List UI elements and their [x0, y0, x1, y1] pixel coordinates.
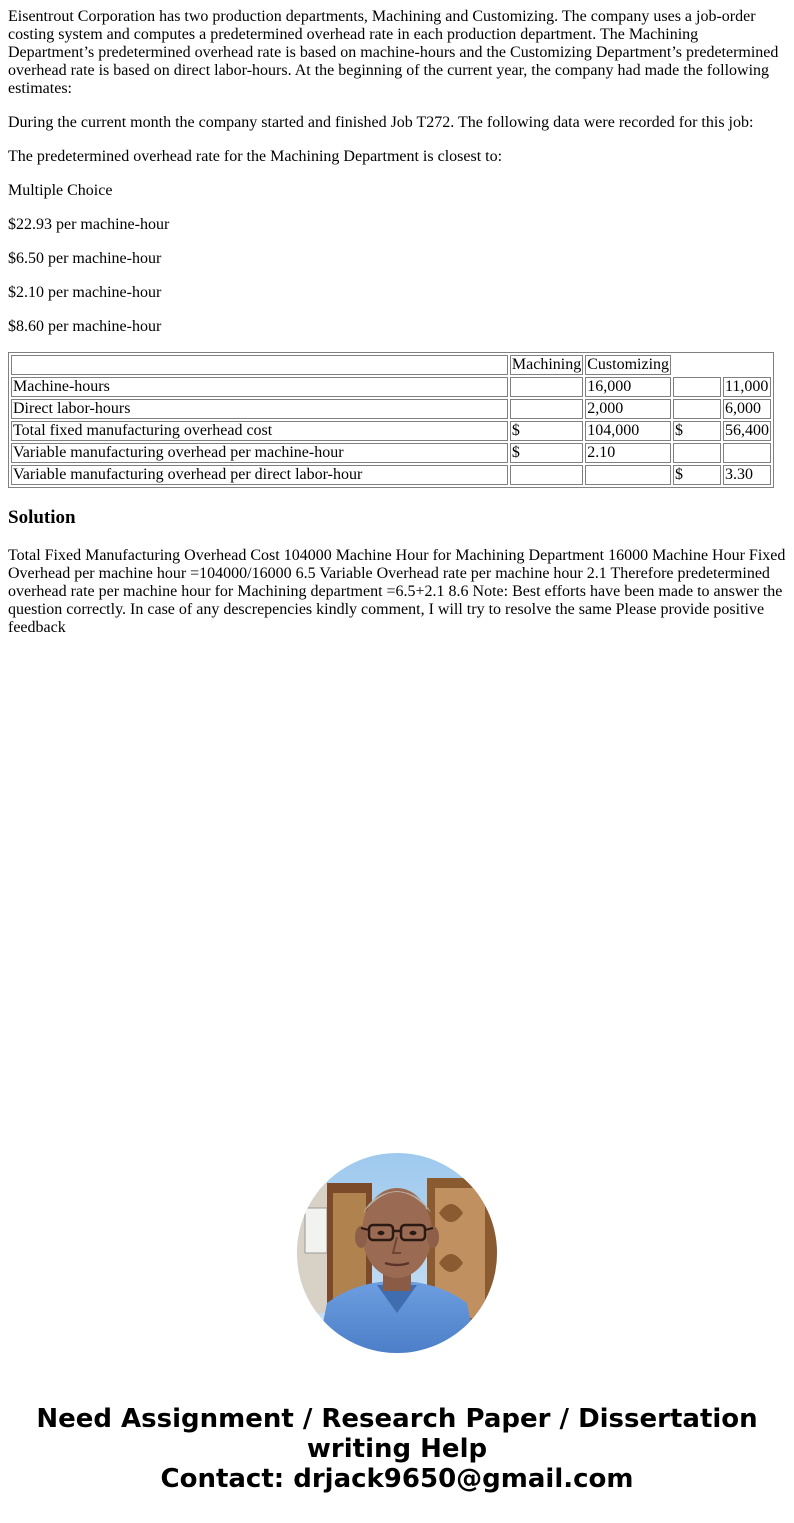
- table-header-spacer: [673, 355, 721, 375]
- table-cell: [510, 399, 583, 419]
- table-row: [11, 421, 771, 441]
- table-cell: [510, 377, 583, 397]
- table-cell: $: [673, 465, 721, 485]
- question-intro: Eisentrout Corporation has two production departments, Machining and Customizing. The company uses a job-order costing system and computes a predetermined overhead rate in each production department. The Machining Department’s predetermined overhead rate is based on machine-hours and the Customizing Department’s predetermined overhead rate is based on direct labor-hours. At the beginning of the current year, the company had made the following estimates:: [8, 8, 779, 97]
- table-cell: 56,400: [725, 422, 769, 439]
- table-cell: [673, 443, 721, 463]
- table-cell: [585, 465, 671, 485]
- table-header-spacer: [723, 355, 771, 375]
- table-cell: Total fixed manufacturing overhead cost: [11, 421, 508, 441]
- choice-option[interactable]: $2.10 per machine-hour: [8, 284, 162, 301]
- table-cell: [510, 465, 583, 485]
- choice-option[interactable]: $6.50 per machine-hour: [8, 250, 162, 267]
- table-header-cell: [11, 355, 508, 375]
- table-cell: $: [673, 421, 721, 441]
- table-cell: 11,000: [723, 377, 771, 397]
- promo-line: writing Help: [306, 1434, 488, 1464]
- table-row: [11, 443, 771, 463]
- solution-heading: Solution: [8, 507, 76, 528]
- table-row: [11, 377, 771, 397]
- table-cell: Machine-hours: [11, 377, 508, 397]
- job-text: During the current month the company started and finished Job T272. The following data were recorded for this job:: [8, 114, 754, 131]
- choice-option[interactable]: $22.93 per machine-hour: [8, 216, 170, 233]
- table-cell: 3.30: [723, 465, 771, 485]
- table-header-cell: Customizing: [587, 356, 670, 373]
- promo-line: Need Assignment / Research Paper / Dissertation: [36, 1404, 758, 1434]
- table-cell: [673, 377, 721, 397]
- solution-text: Total Fixed Manufacturing Overhead Cost 104000 Machine Hour for Machining Department 16000 Machine Hour Fixed Overhead per machine hour =104000/16000 6.5 Variable Overhead rate per machine hour 2.1 Therefore predetermined overhead rate per machine hour for Machining department =6.5+2.1 8.6 Note: Best efforts have been made to answer the question correctly. In case of any descrepencies kindly comment, I will try to resolve the same Please provide positive feedback: [8, 547, 786, 636]
- estimates-table: [8, 352, 774, 488]
- table-cell: 2,000: [585, 399, 671, 419]
- table-cell: 104,000: [585, 421, 671, 441]
- table-cell: $: [510, 443, 583, 463]
- table-cell: [673, 399, 721, 419]
- promo-contact: Contact: drjack9650@gmail.com: [160, 1464, 634, 1494]
- table-cell: 2.10: [585, 443, 671, 463]
- choice-heading: Multiple Choice: [8, 182, 113, 199]
- table-header-row: [11, 355, 771, 375]
- avatar: [297, 1153, 497, 1353]
- table-header-cell: Machining: [511, 356, 582, 373]
- promo-banner: [0, 1404, 794, 1494]
- table-cell: $: [510, 421, 583, 441]
- question-prompt: The predetermined overhead rate for the Machining Department is closest to:: [8, 148, 503, 165]
- table-cell: 6,000: [723, 399, 771, 419]
- document-body: [0, 0, 794, 637]
- table-cell: Variable manufacturing overhead per direct labor-hour: [11, 465, 508, 485]
- table-row: [11, 465, 771, 485]
- choice-option[interactable]: $8.60 per machine-hour: [8, 318, 162, 335]
- table-cell: 16,000: [585, 377, 671, 397]
- avatar-photo: [297, 1153, 497, 1353]
- table-row: [11, 399, 771, 419]
- table-cell: Variable manufacturing overhead per machine-hour: [11, 443, 508, 463]
- table-cell: [723, 443, 771, 463]
- table-cell: Direct labor-hours: [11, 399, 508, 419]
